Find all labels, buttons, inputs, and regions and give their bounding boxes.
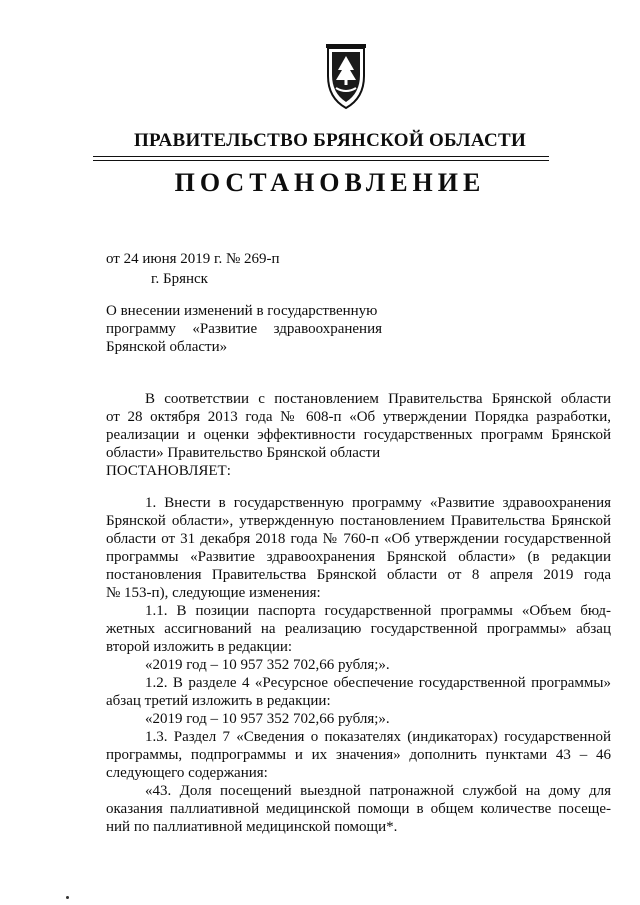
body-line: постановления Правительства Брянской области от 8 апреля 2019 года xyxy=(106,567,611,583)
body-line: абзац третий изложить в редакции: xyxy=(106,693,331,709)
body-line: Брянской области», утвержденную постановлением Правительства Брянской xyxy=(106,513,611,529)
body-line: 1.3. Раздел 7 «Сведения о показателях (индикаторах) государственной xyxy=(145,729,611,745)
body-line: 1.1. В позиции паспорта государственной программы «Объем бюд- xyxy=(145,603,611,619)
body-line: «2019 год – 10 957 352 702,66 рубля;». xyxy=(145,657,390,673)
body-line: 1.2. В разделе 4 «Ресурсное обеспечение государственной программы» xyxy=(145,675,611,691)
resolves-word: ПОСТАНОВЛЯЕТ: xyxy=(106,463,231,479)
body-line: второй изложить в редакции: xyxy=(106,639,293,655)
scan-speck xyxy=(66,896,69,899)
document-date-number: от 24 июня 2019 г. № 269-п xyxy=(106,251,280,267)
body-line: области от 31 декабря 2018 года № 760-п «Об утверждении государственной xyxy=(106,531,611,547)
document-type: ПОСТАНОВЛЕНИЕ xyxy=(174,168,486,197)
body-line: 1. Внести в государственную программу «Развитие здравоохранения xyxy=(145,495,611,511)
body-line: следующего содержания: xyxy=(106,765,268,781)
body-line: программы, подпрограммы и их значения» дополнить пунктами 43 – 46 xyxy=(106,747,611,763)
subject-line: Брянской области» xyxy=(106,339,228,355)
government-name: ПРАВИТЕЛЬСТВО БРЯНСКОЙ ОБЛАСТИ xyxy=(133,130,527,151)
double-rule-top xyxy=(93,156,549,157)
preamble-line: от 28 октября 2013 года № 608-п «Об утверждении Порядка разработки, xyxy=(106,409,611,425)
body-line: жетных ассигнований на реализацию государственной программы» абзац xyxy=(106,621,611,637)
body-line: оказания паллиативной медицинской помощи в общем количестве посеще- xyxy=(106,801,611,817)
coat-of-arms-icon xyxy=(318,42,374,114)
subject-line: программу «Развитие здравоохранения xyxy=(106,321,382,337)
preamble-line: реализации и оценки эффективности государственных программ Брянской xyxy=(106,427,611,443)
preamble-line: В соответствии с постановлением Правительства Брянской области xyxy=(145,391,611,407)
body-line: «2019 год – 10 957 352 702,66 рубля;». xyxy=(145,711,390,727)
preamble-line: области» Правительство Брянской области xyxy=(106,445,381,461)
body-line: программы «Развитие здравоохранения Брянской области» (в редакции xyxy=(106,549,611,565)
body-line: № 153-п), следующие изменения: xyxy=(106,585,321,601)
subject-line: О внесении изменений в государственную xyxy=(106,303,378,319)
document-city: г. Брянск xyxy=(151,271,208,287)
double-rule-bottom xyxy=(93,160,549,161)
body-line: «43. Доля посещений выездной патронажной службой на дому для xyxy=(145,783,611,799)
body-line: ний по паллиативной медицинской помощи*. xyxy=(106,819,398,835)
